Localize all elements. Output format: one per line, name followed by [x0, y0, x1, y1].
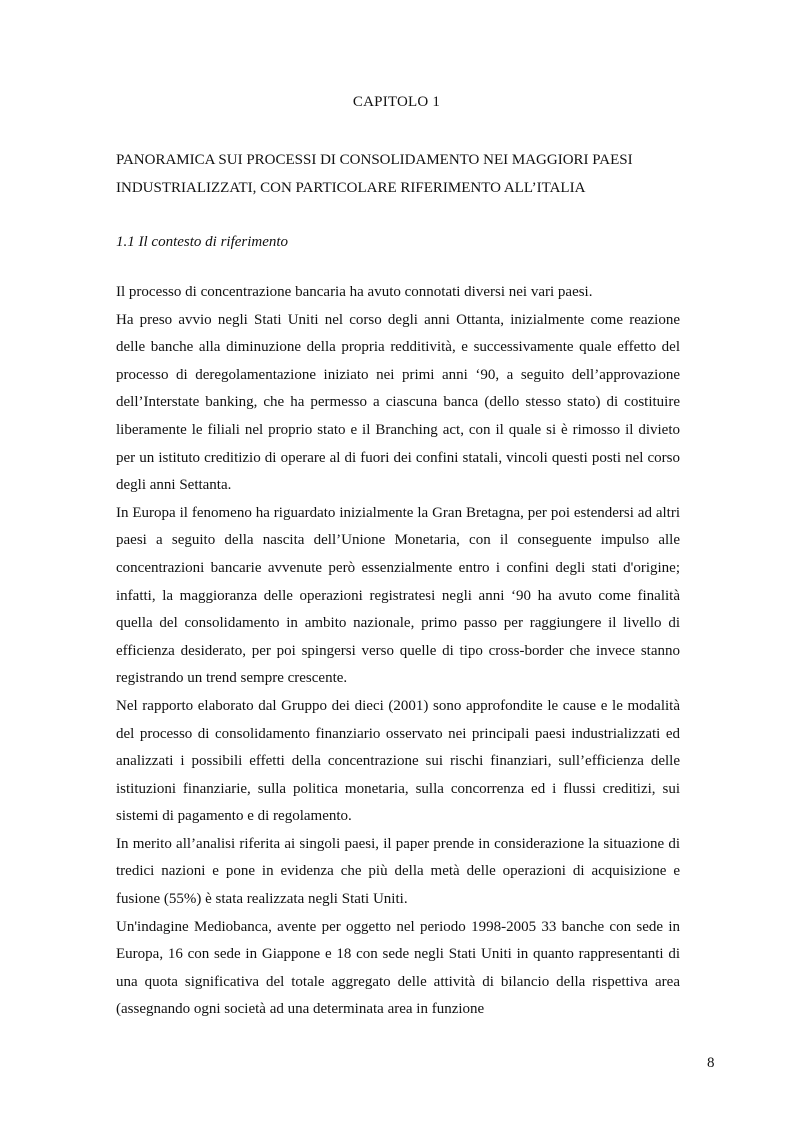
chapter-title-line-1: PANORAMICA SUI PROCESSI DI CONSOLIDAMENTO NEI MAGGIORI PAESI [116, 152, 633, 168]
section-heading: 1.1 Il contesto di riferimento [116, 234, 289, 250]
paragraph-2: Ha preso avvio negli Stati Uniti nel corso degli anni Ottanta, inizialmente come reazione delle banche alla diminuzione della propria redditività, e successivamente quale effetto del processo di deregolamentazione iniziato nei primi anni ‘90, a seguito dell’approvazione dell’Interstate banking, che ha permesso a ciascuna banca (dello stesso stato) di costituire liberamente le filiali nel proprio stato e il Branching act, con il quale si è rimosso il divieto per un istituto creditizio di operare al di fuori dei confini statali, vincoli questi posti nel corso degli anni Settanta. [116, 311, 680, 494]
chapter-label-text: CAPITOLO 1 [352, 94, 441, 110]
chapter-label [0, 94, 793, 111]
body-text [116, 279, 680, 1024]
paragraph-4: Nel rapporto elaborato dal Gruppo dei dieci (2001) sono approfondite le cause e le modalità del processo di consolidamento finanziario osservato nei principali paesi industrializzati ed analizzati i possibili effetti della concentrazione sui rischi finanziari, sull’efficienza delle istituzioni finanziarie, sulla politica monetaria, sulla concorrenza ed i flussi creditizi, sui sistemi di pagamento e di regolamento. [116, 697, 680, 825]
paragraph-6: Un'indagine Mediobanca, avente per oggetto nel periodo 1998-2005 33 banche con sede in Europa, 16 con sede in Giappone e 18 con sede negli Stati Uniti in quanto rappresentanti di una quota significativa del totale aggregato delle attività di bilancio della rispettiva area (assegnando ogni società ad una determinata area in funzione [116, 918, 680, 1018]
chapter-title-line-2: INDUSTRIALIZZATI, CON PARTICOLARE RIFERIMENTO ALL’ITALIA [116, 180, 586, 196]
paragraph-5: In merito all’analisi riferita ai singoli paesi, il paper prende in considerazione la situazione di tredici nazioni e pone in evidenza che più della metà delle operazioni di acquisizione e fusione (55%) è stata realizzata negli Stati Uniti. [116, 835, 680, 908]
paragraph-3: In Europa il fenomeno ha riguardato inizialmente la Gran Bretagna, per poi estendersi ad altri paesi a seguito della nascita dell’Unione Monetaria, con il conseguente impulso alle concentrazioni bancarie avvenute però essenzialmente entro i confini degli stati d'origine; infatti, la maggioranza delle operazioni registratesi negli anni ‘90 ha avuto come finalità quella del consolidamento in ambito nazionale, primo passo per raggiungere il livello di efficienza desiderato, per poi spingersi verso quelle di tipo cross-border che invece stanno registrando un trend sempre crescente. [116, 504, 680, 687]
chapter-title [116, 146, 680, 202]
paragraph-1: Il processo di concentrazione bancaria ha avuto connotati diversi nei vari paesi. [116, 284, 593, 300]
page-number: 8 [707, 1055, 715, 1071]
